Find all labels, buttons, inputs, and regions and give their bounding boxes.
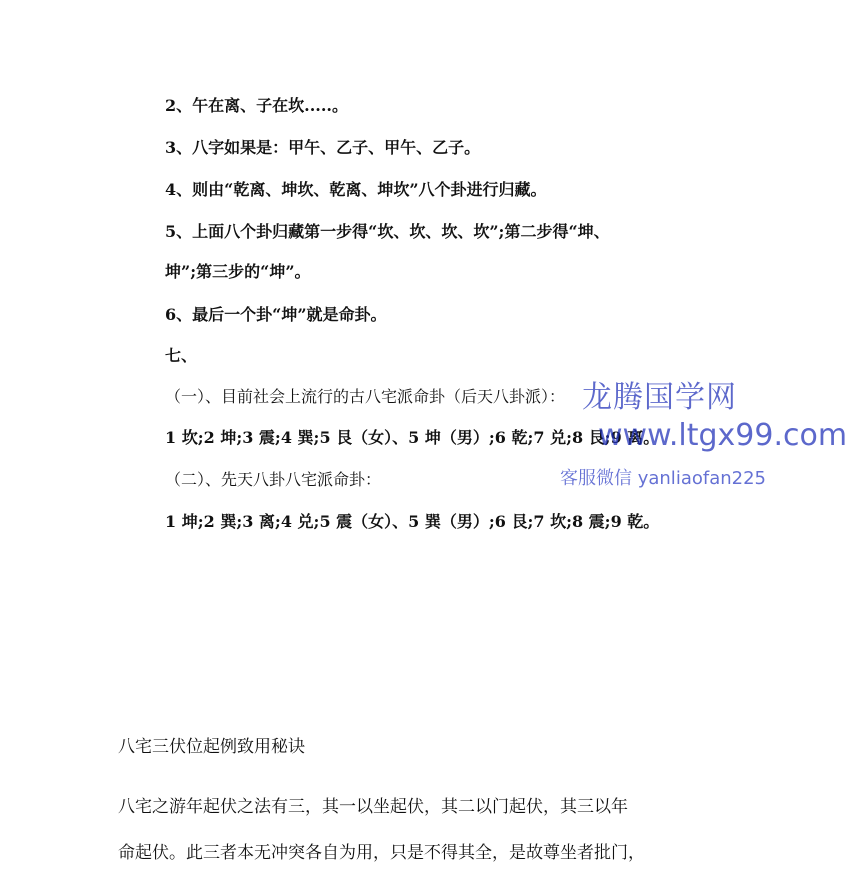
doc-line-10: （二）、先天八卦八宅派命卦： (165, 470, 382, 489)
section-title: 八宅三伏位起例致用秘诀 (118, 737, 305, 757)
doc-line-11: 1 坤;2 巽;3 离;4 兑;5 震（女）、5 巽（男）;6 艮;7 坎;8 震;9 乾。 (165, 512, 660, 531)
watermark-wechat: 客服微信 yanliaofan225 (560, 468, 766, 489)
paragraph-line-2: 命起伏。此三者本无冲突各自为用，只是不得其全，是故尊坐者批门， (118, 843, 645, 863)
doc-line-5: 坤”;第三步的“坤”。 (165, 262, 311, 281)
watermark-url: www.ltgx99.com (598, 418, 847, 453)
doc-line-3: 4、则由“乾离、坤坎、乾离、坤坎”八个卦进行归藏。 (165, 180, 547, 199)
watermark-title: 龙腾国学网 (582, 380, 737, 415)
doc-line-1: 2、午在离、子在坎.....。 (165, 96, 348, 115)
doc-line-9: 1 坎;2 坤;3 震;4 巽;5 艮（女）、5 坤（男）;6 乾;7 兑;8 艮;9 离。 (165, 428, 660, 447)
doc-line-6: 6、最后一个卦“坤”就是命卦。 (165, 305, 387, 324)
paragraph-line-1: 八宅之游年起伏之法有三，其一以坐起伏，其二以门起伏，其三以年 (118, 797, 628, 817)
doc-line-7: 七、 (165, 346, 198, 365)
doc-line-4: 5、上面八个卦归藏第一步得“坎、坎、坎、坎”;第二步得“坤、 (165, 222, 610, 241)
doc-line-8: （一）、目前社会上流行的古八宅派命卦（后天八卦派）： (165, 387, 566, 406)
doc-line-2: 3、八字如果是：甲午、乙子、甲午、乙子。 (165, 138, 481, 157)
